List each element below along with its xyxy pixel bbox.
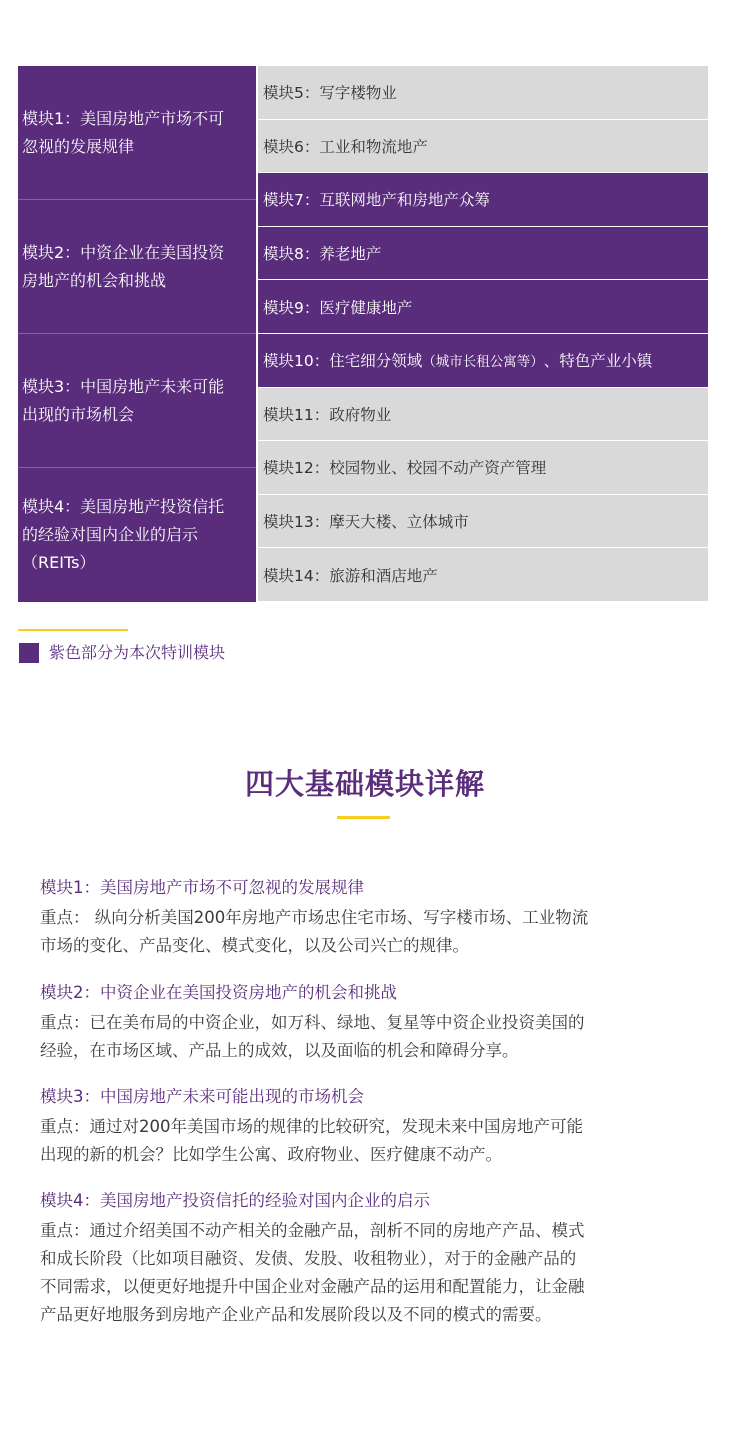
- module-row-highlighted: [258, 227, 708, 281]
- module-detail-line: 出现的新的机会？比如学生公寓、政府物业、医疗健康不动产。: [40, 1145, 502, 1164]
- extended-modules-column: [258, 66, 708, 602]
- module-detail-heading: 模块2：中资企业在美国投资房地产的机会和挑战: [40, 983, 397, 1002]
- modules-table: [18, 66, 708, 602]
- module-row-highlighted: [258, 280, 708, 334]
- legend-text: 紫色部分为本次特训模块: [49, 643, 226, 662]
- module-detail: [40, 980, 700, 1065]
- module-row: [258, 441, 708, 495]
- module-label: 模块5：写字楼物业: [263, 84, 397, 103]
- module-detail-heading: 模块3：中国房地产未来可能出现的市场机会: [40, 1087, 364, 1106]
- module-detail: [40, 1084, 700, 1169]
- core-module-line: 出现的市场机会: [22, 404, 135, 424]
- module-detail-heading: 模块4：美国房地产投资信托的经验对国内企业的启示: [40, 1191, 430, 1210]
- module-detail-body: [40, 1113, 700, 1169]
- module-row: [258, 120, 708, 174]
- module-label: 模块8：养老地产: [263, 245, 382, 264]
- module-detail-line: 重点：通过介绍美国不动产相关的金融产品，剖析不同的房地产产品、模式: [40, 1221, 585, 1240]
- module-row: [258, 66, 708, 120]
- module-row: [258, 548, 708, 602]
- core-module-cell: [18, 334, 256, 468]
- core-module-line: 模块4：美国房地产投资信托: [22, 497, 225, 516]
- core-module-cell: [18, 200, 256, 334]
- module-detail-line: 市场的变化、产品变化、模式变化，以及公司兴亡的规律。: [40, 936, 469, 955]
- module-label: 模块12：校园物业、校园不动产资产管理: [263, 459, 547, 478]
- module-label: 模块13：摩天大楼、立体城市: [263, 513, 469, 532]
- module-row-highlighted: [258, 334, 708, 388]
- core-modules-column: [18, 66, 256, 602]
- module-label: 模块7：互联网地产和房地产众筹: [263, 191, 490, 210]
- module-detail-line: 重点：通过对200年美国市场的规律的比较研究，发现未来中国房地产可能: [40, 1117, 583, 1136]
- module-row-highlighted: [258, 173, 708, 227]
- core-module-cell: [18, 66, 256, 200]
- core-module-cell: [18, 468, 256, 602]
- module-detail-body: [40, 1217, 700, 1329]
- core-module-line: 模块2：中资企业在美国投资: [22, 242, 225, 262]
- module-detail-body: [40, 904, 700, 960]
- module-row: [258, 388, 708, 442]
- module-label: 模块11：政府物业: [263, 405, 392, 424]
- module-label: 模块6：工业和物流地产: [263, 137, 428, 156]
- module-label-note: （城市长租公寓等）: [422, 354, 544, 371]
- legend-divider: [18, 629, 128, 631]
- module-detail-line: 重点： 纵向分析美国200年房地产市场忠住宅市场、写字楼市场、工业物流: [40, 908, 589, 927]
- module-label: 模块10：住宅细分领域: [263, 352, 423, 371]
- core-module-line: 忽视的发展规律: [22, 136, 135, 156]
- module-row: [258, 495, 708, 549]
- module-detail-line: 经验，在市场区域、产品上的成效，以及面临的机会和障碍分享。: [40, 1041, 519, 1060]
- module-detail-line: 不同需求，以便更好地提升中国企业对金融产品的运用和配置能力，让金融: [40, 1277, 585, 1296]
- module-detail-heading: 模块1：美国房地产市场不可忽视的发展规律: [40, 878, 364, 897]
- section-title: 四大基础模块详解: [244, 767, 485, 801]
- core-module-line: 模块1：美国房地产市场不可: [22, 108, 225, 128]
- module-detail: [40, 1188, 700, 1329]
- module-detail-body: [40, 1009, 700, 1065]
- module-detail: [40, 875, 700, 960]
- module-detail-line: 产品更好地服务到房地产企业产品和发展阶段以及不同的模式的需要。: [40, 1305, 552, 1324]
- title-underline: [337, 816, 390, 819]
- legend-swatch: [19, 643, 39, 663]
- core-module-line: （REITs）: [22, 553, 96, 572]
- module-label: 模块9：医疗健康地产: [263, 298, 413, 317]
- module-detail-line: 重点：已在美布局的中资企业，如万科、绿地、复星等中资企业投资美国的: [40, 1013, 585, 1032]
- module-label: 模块14：旅游和酒店地产: [263, 566, 438, 585]
- core-module-line: 模块3：中国房地产未来可能: [22, 376, 225, 396]
- core-module-line: 的经验对国内企业的启示: [22, 525, 199, 544]
- module-label-tail: 、特色产业小镇: [543, 352, 653, 371]
- module-detail-line: 和成长阶段（比如项目融资、发债、发股、收租物业），对于的金融产品的: [40, 1249, 577, 1268]
- core-module-line: 房地产的机会和挑战: [22, 270, 167, 290]
